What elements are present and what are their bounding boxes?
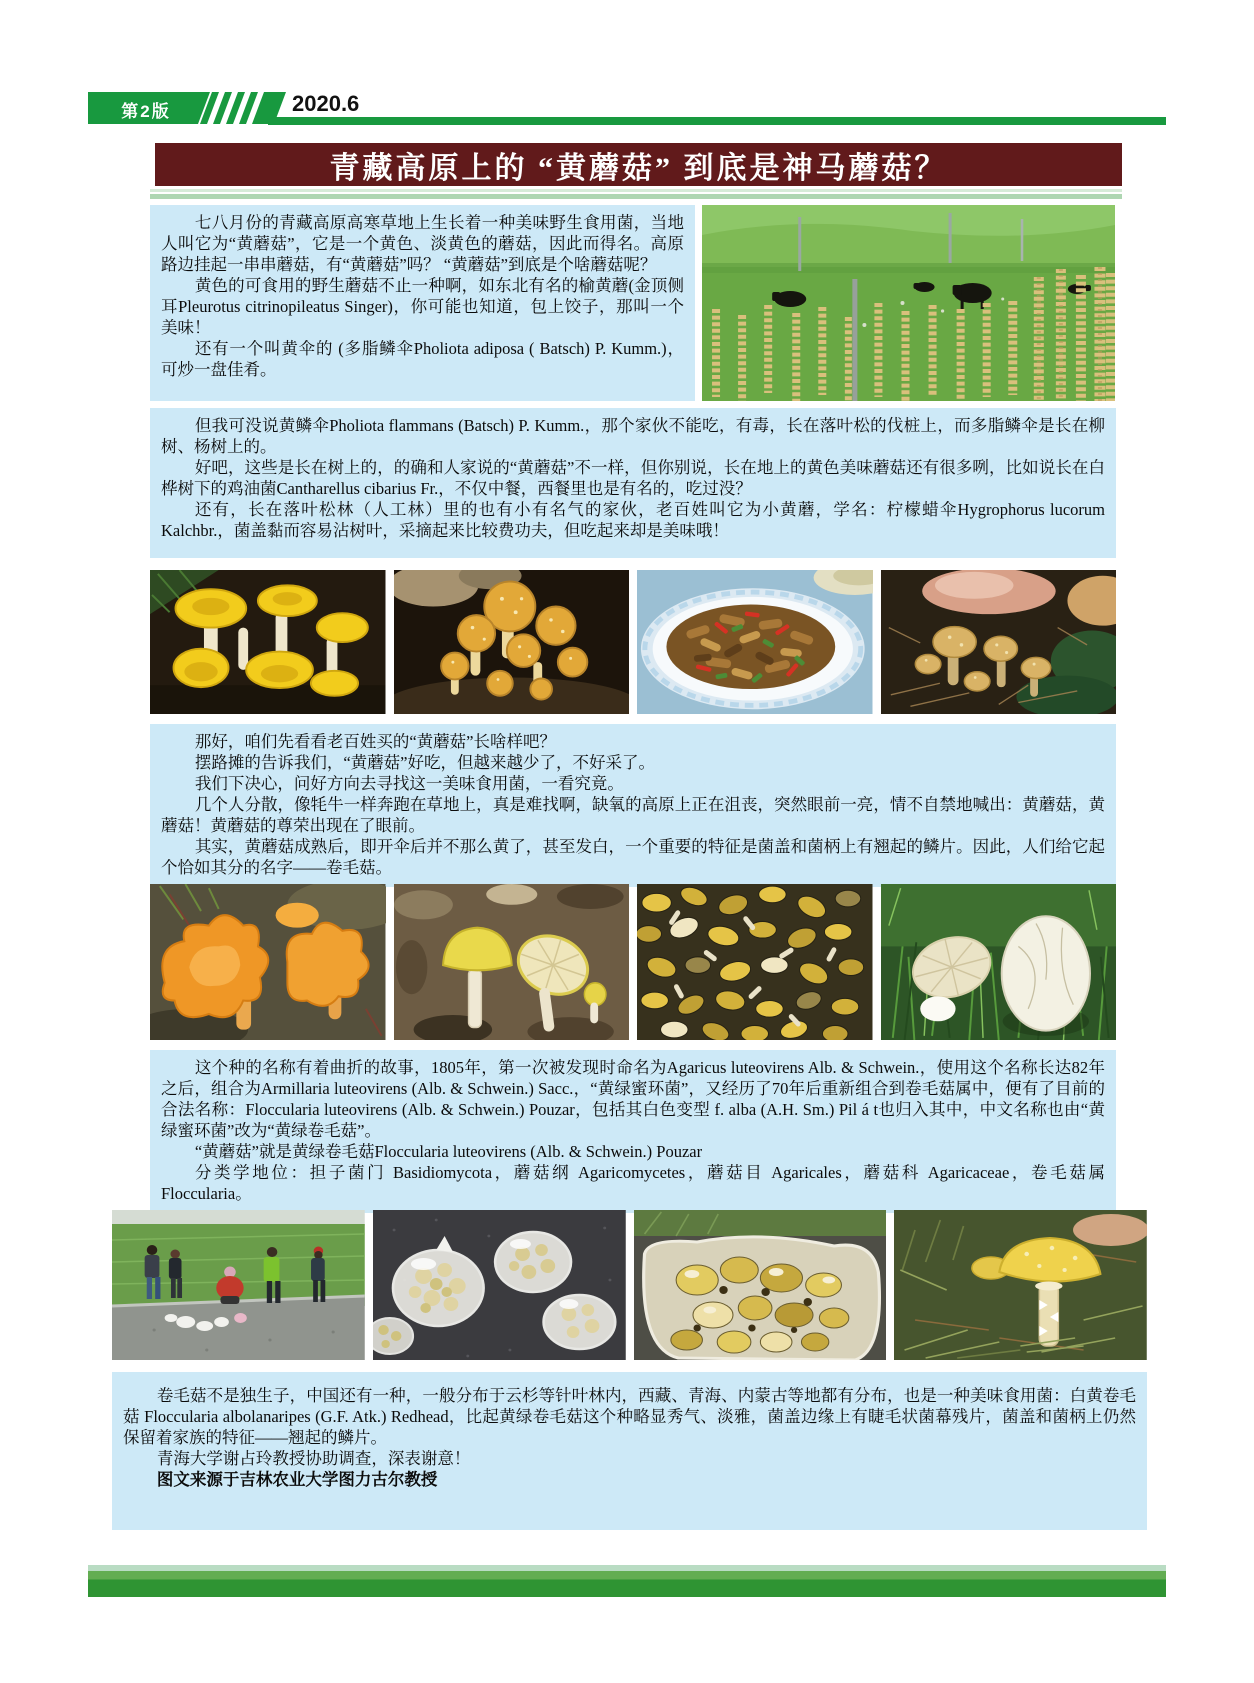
credit-line: 图文来源于吉林农业大学图力古尔教授	[156, 1470, 438, 1489]
photo-golden-oyster	[150, 570, 386, 714]
photo-roadside-vendors	[112, 1210, 365, 1360]
paragraph: 那好，咱们先看看老百姓买的“黄蘑菇”长啥样吧？	[194, 732, 556, 751]
paragraph: 好吧，这些是长在树上的，的确和人家说的“黄蘑菇”不一样，但你别说，长在地上的黄色美味蘑菇还有很多咧，比如说长在白桦树下的鸡油菌Cantharellus cibarius Fr.，不仅中餐，西餐里也是有名的，吃过没？	[161, 457, 1105, 498]
photo-scaly-pholiota	[394, 570, 630, 714]
page-date: 2020.6	[292, 91, 360, 116]
paragraph: 但我可没说黄鳞伞Pholiota flammans (Batsch) P. Kumm.，那个家伙不能吃，有毒，长在落叶松的伐桩上，而多脂鳞伞是长在柳树、杨树上的。	[161, 416, 1105, 456]
naming-history-text-block	[150, 1050, 1116, 1213]
paragraph: 我们下决心，问好方向去寻找这一美味食用菌，一看究竟。	[194, 773, 624, 793]
paragraph: 七八月份的青藏高原高寒草地上生长着一种美味野生食用菌，当地人叫它为“黄蘑菇”，它是一个黄色、淡黄色的蘑菇，因此而得名。高原路边挂起一串串蘑菇，有“黄蘑菇”吗？ “黄蘑菇”到底是个啥蘑菇呢？	[161, 213, 684, 274]
photo-floccularia	[894, 1210, 1147, 1360]
photo-hero-grassland	[702, 205, 1115, 401]
intro-text-block	[150, 205, 695, 401]
paragraph: “黄蘑菇”就是黄绿卷毛菇Floccularia luteovirens (Alb. & Schwein.) Pouzar	[194, 1141, 703, 1161]
photo-chanterelle	[150, 884, 386, 1040]
photo-bag-closeup	[634, 1210, 887, 1360]
paragraph: 这个种的名称有着曲折的故事，1805年，第一次被发现时命名为Agaricus luteovirens Alb. & Schwein.，使用这个名称长达82年之后，组合为Armillaria luteovirens (Alb. & Schwein.) Sacc.，“黄绿蜜环菌”，又经历了70年后重新组合到卷毛菇属中，便有了目前的合法名称：Floccularia luteovirens (Alb. & Schwein.) Pouzar，包括其白色变型 f. alba (A.H. Sm.) Pil á t也归入其中，中文名称也由“黄绿蜜环菌”改为“黄绿卷毛菇”。	[161, 1058, 1105, 1140]
paragraph: 分类学地位：担子菌门 Basidiomycota，蘑菇纲 Agaricomycetes，蘑菇目 Agaricales，蘑菇科 Agaricaceae，卷毛菇属 Floccularia。	[161, 1162, 1105, 1203]
photo-forest-scaly	[881, 570, 1117, 714]
photo-row-1	[150, 570, 1116, 714]
photo-mushroom-dish	[637, 570, 873, 714]
masthead-green-bar	[88, 92, 1166, 126]
paragraph: 几个人分散，像牦牛一样奔跑在草地上，真是难找啊，缺氧的高原上正在沮丧，突然眼前一亮，情不自禁地喊出：黄蘑菇，黄蘑菇！黄蘑菇的尊荣出现在了眼前。	[161, 794, 1105, 835]
footer-green-bar	[88, 1565, 1166, 1597]
paragraph: 卷毛菇不是独生子，中国还有一种，一般分布于云杉等针叶林内，西藏、青海、内蒙古等地都有分布，也是一种美味食用菌：白黄卷毛菇 Floccularia albolanaripes (G.F. Atk.) Redhead，比起黄绿卷毛菇这个种略显秀气、淡雅，菌盖边缘上有睫毛状菌幕残片，菌盖和菌柄上仍然保留着家族的特征——翘起的鳞片。	[123, 1386, 1136, 1447]
photo-mushroom-pile	[637, 884, 873, 1040]
paragraph: 摆路摊的告诉我们，“黄蘑菇”好吃，但越来越少了，不好采了。	[194, 752, 655, 772]
paragraph: 其实，黄蘑菇成熟后，即开伞后并不那么黄了，甚至发白，一个重要的特征是菌盖和菌柄上有翘起的鳞片。因此，人们给它起个恰如其分的名字——卷毛菇。	[161, 836, 1105, 877]
paragraph: 还有，长在落叶松林（人工林）里的也有小有名气的家伙，老百姓叫它为小黄蘑，学名：柠檬蜡伞Hygrophorus lucorum Kalchbr.，菌盖黏而容易沾树叶，采摘起来比较费功夫，但吃起来却是美味哦！	[161, 499, 1105, 540]
closing-text-block	[112, 1372, 1147, 1530]
photo-row-3	[112, 1210, 1147, 1360]
photo-white-mushrooms	[881, 884, 1117, 1040]
photo-row-2	[150, 884, 1116, 1040]
paragraph: 还有一个叫黄伞的 (多脂鳞伞Pholiota adiposa ( Batsch) P. Kumm.)，可炒一盘佳肴。	[161, 338, 684, 379]
photo-bagged-mushrooms	[373, 1210, 626, 1360]
paragraph: 青海大学谢占玲教授协助调查，深表谢意！	[156, 1448, 471, 1468]
photo-lemon-waxcap	[394, 884, 630, 1040]
separator-line-top	[150, 189, 1122, 192]
paragraph: 黄色的可食用的野生蘑菇不止一种啊，如东北有名的榆黄蘑(金顶侧耳Pleurotus citrinopileatus Singer)，你可能也知道，包上饺子，那叫一个美味！	[161, 275, 684, 337]
tree-mushrooms-text-block	[150, 408, 1116, 558]
article-title-banner	[155, 143, 1122, 186]
search-story-text-block	[150, 724, 1116, 887]
separator-line-bottom	[150, 194, 1122, 199]
article-title: 青藏高原上的 “黄蘑菇” 到底是神马蘑菇？	[329, 151, 948, 185]
page-edition: 第2版	[121, 102, 171, 121]
